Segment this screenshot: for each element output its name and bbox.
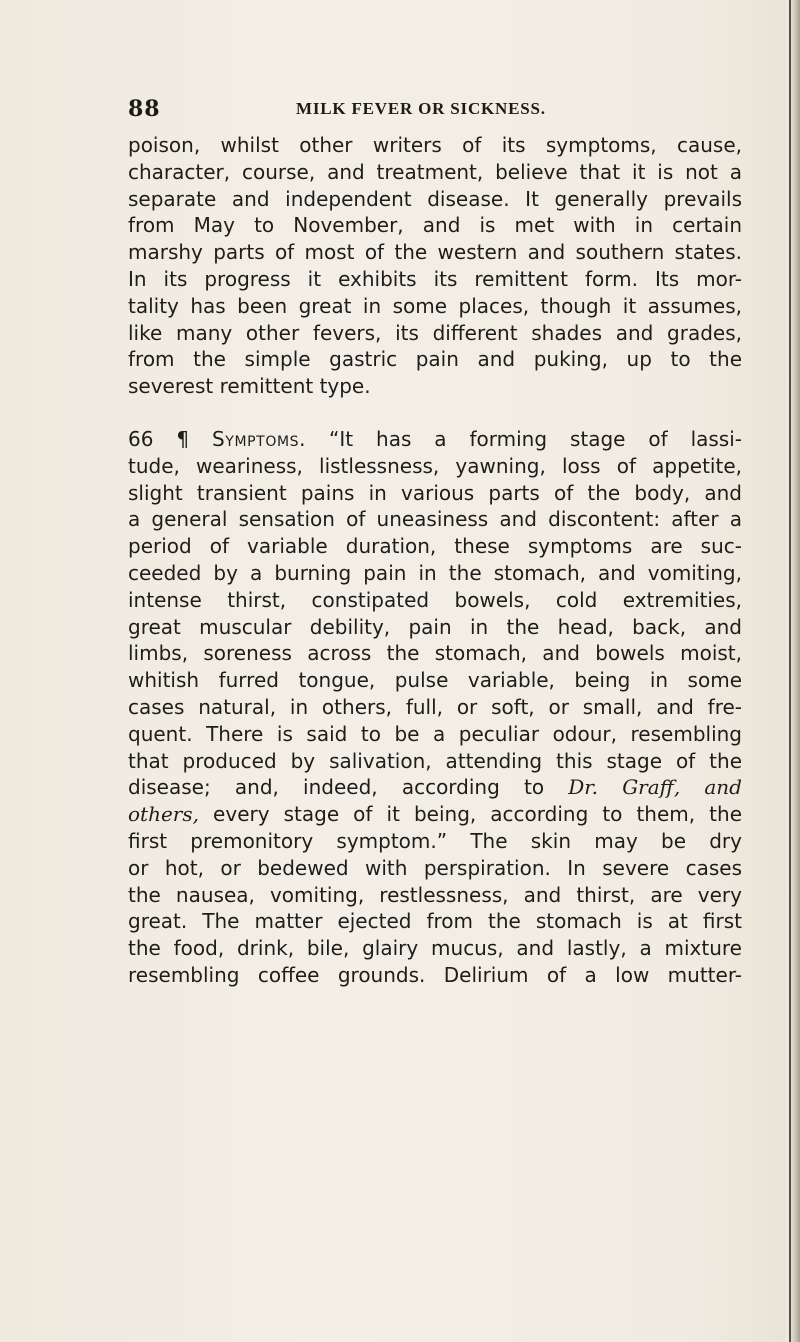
text-line: first premonitory symptom.” The skin may be dry [128,828,742,853]
paragraph-2 [128,426,742,989]
page-edge-line [789,0,791,1342]
text-line: period of variable duration, these symptoms are suc- [128,534,742,559]
text-line: In its progress it exhibits its remittent form. Its mor- [128,266,742,291]
text-line: from the simple gastric pain and puking, up to the [128,347,742,372]
running-title: MILK FEVER OR SICKNESS. [296,99,546,118]
text-line: the nausea, vomiting, restlessness, and thirst, are very [128,882,742,907]
italic-name: Dr. Graff, and [568,775,742,800]
text-line: severest remittent type. [128,374,371,399]
text-line: resembling coffee grounds. Delirium of a low mutter- [128,962,742,987]
text-line: great muscular debility, pain in the head, back, and [128,614,742,639]
text-line: ceeded by a burning pain in the stomach, and vomiting, [128,560,742,585]
page-number: 88 [128,96,161,122]
text-line: marshy parts of most of the western and southern states. [128,240,742,265]
text-line: whitish furred tongue, pulse variable, being in some [128,668,742,693]
text-line-graff [128,774,742,801]
text-line: from May to November, and is met with in certain [128,213,742,238]
section-number: 66 ¶ [128,426,190,451]
text-line: that produced by salivation, attending this stage of the [128,748,742,773]
text-line-others [128,801,742,828]
italic-name: others, [128,802,199,827]
text-fragment: every stage of it being, according to them, the [213,802,742,827]
text-line: cases natural, in others, full, or soft, or small, and fre- [128,694,742,719]
page-header [128,96,768,128]
text-line: great. The matter ejected from the stomach is at first [128,909,742,934]
text-fragment: disease; and, indeed, according to [128,775,545,800]
section-heading: Symptoms. [212,426,307,451]
text-line: poison, whilst other writers of its symptoms, cause, [128,133,742,157]
text-line: intense thirst, constipated bowels, cold extremities, [128,587,742,612]
text-line: separate and independent disease. It generally prevails [128,186,742,211]
text-fragment: “It has a forming stage of lassi- [329,426,743,451]
text-line: slight transient pains in various parts of the body, and [128,480,742,505]
body-text [128,132,742,989]
paragraph-1 [128,132,742,400]
text-line: tude, weariness, listlessness, yawning, loss of appetite, [128,453,742,478]
text-line: tality has been great in some places, though it assumes, [128,293,742,318]
text-line: a general sensation of uneasiness and discontent: after a [128,507,742,532]
text-line: limbs, soreness across the stomach, and bowels moist, [128,641,742,666]
text-line: quent. There is said to be a peculiar odour, resembling [128,721,742,746]
text-line: or hot, or bedewed with perspiration. In severe cases [128,855,742,880]
text-line: the food, drink, bile, glairy mucus, and lastly, a mixture [128,936,742,961]
text-line: character, course, and treatment, believe that it is not a [128,159,742,184]
text-line-first [128,426,742,453]
text-line: like many other fevers, its different shades and grades, [128,320,742,345]
